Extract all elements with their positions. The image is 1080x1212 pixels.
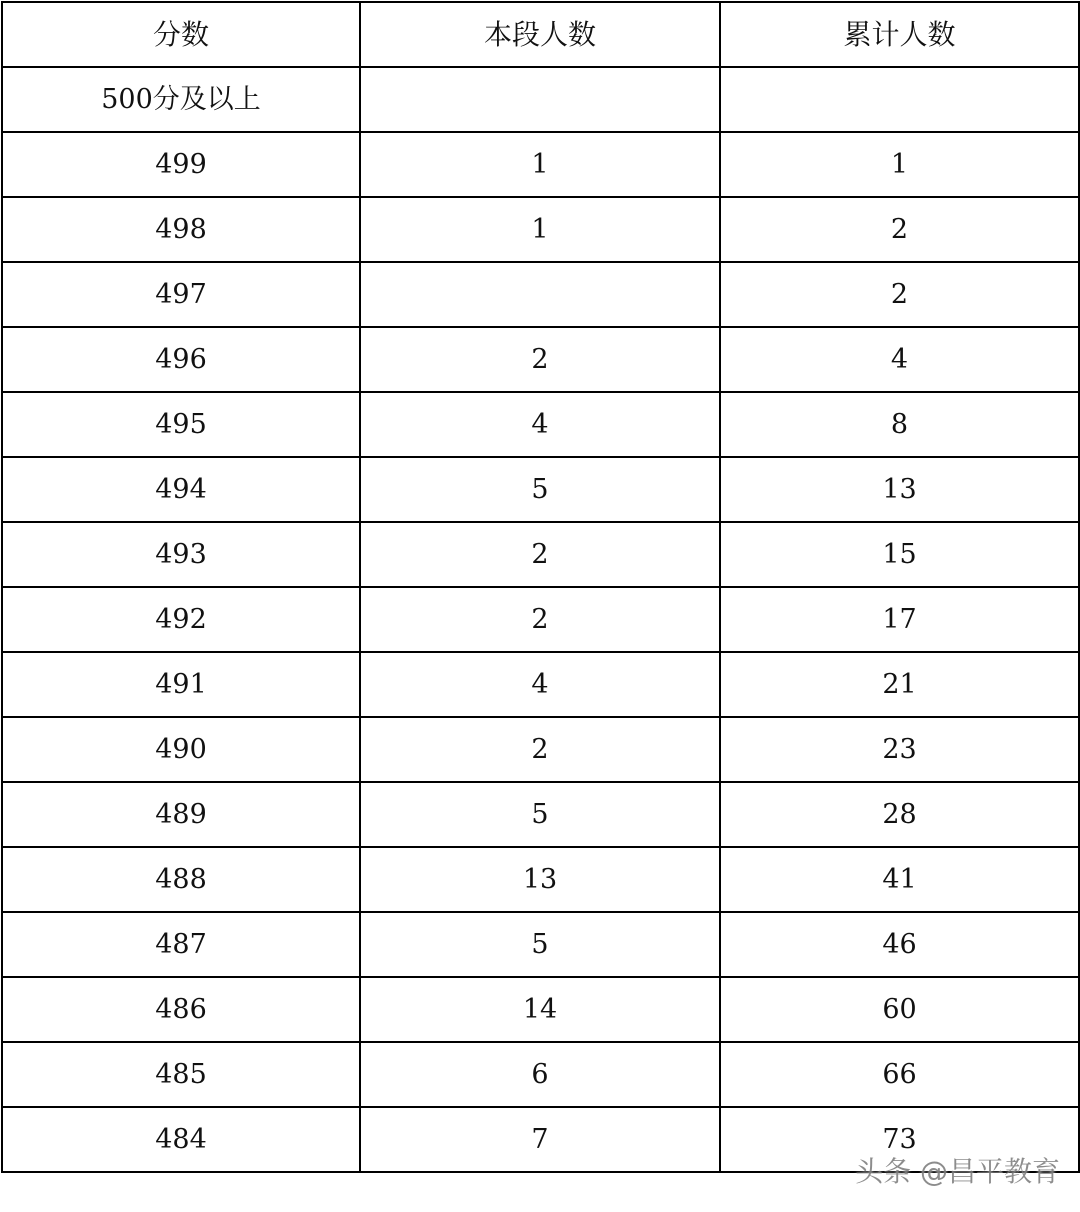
cumulative-count-cell: 60 — [720, 977, 1079, 1042]
score-cell: 497 — [2, 262, 360, 327]
segment-count-cell: 2 — [360, 327, 720, 392]
cumulative-count-cell: 2 — [720, 262, 1079, 327]
header-segment-count: 本段人数 — [360, 2, 720, 67]
score-distribution-table — [1, 1, 1080, 1173]
cumulative-count-cell: 17 — [720, 587, 1079, 652]
score-cell: 486 — [2, 977, 360, 1042]
cumulative-count-cell: 28 — [720, 782, 1079, 847]
segment-count-cell: 2 — [360, 587, 720, 652]
table-row — [2, 132, 1079, 197]
segment-count-cell: 7 — [360, 1107, 720, 1172]
cumulative-count-cell: 23 — [720, 717, 1079, 782]
segment-count-cell: 13 — [360, 847, 720, 912]
segment-count-cell: 1 — [360, 132, 720, 197]
cumulative-count-cell: 4 — [720, 327, 1079, 392]
segment-count-cell: 5 — [360, 782, 720, 847]
score-cell: 487 — [2, 912, 360, 977]
score-cell: 496 — [2, 327, 360, 392]
table-row — [2, 652, 1079, 717]
score-cell: 499 — [2, 132, 360, 197]
score-cell: 493 — [2, 522, 360, 587]
table-row — [2, 847, 1079, 912]
cumulative-count-cell: 46 — [720, 912, 1079, 977]
table-row — [2, 457, 1079, 522]
cumulative-count-cell: 41 — [720, 847, 1079, 912]
table-row — [2, 912, 1079, 977]
table-row — [2, 717, 1079, 782]
score-cell: 494 — [2, 457, 360, 522]
cumulative-count-cell: 66 — [720, 1042, 1079, 1107]
score-cell: 489 — [2, 782, 360, 847]
table-row — [2, 67, 1079, 132]
segment-count-cell: 5 — [360, 457, 720, 522]
table-row — [2, 522, 1079, 587]
table-row — [2, 782, 1079, 847]
table-row — [2, 1042, 1079, 1107]
table-row — [2, 392, 1079, 457]
cumulative-count-cell: 2 — [720, 197, 1079, 262]
segment-count-cell: 4 — [360, 392, 720, 457]
score-cell: 492 — [2, 587, 360, 652]
header-row — [2, 2, 1079, 67]
segment-count-cell: 1 — [360, 197, 720, 262]
cumulative-count-cell: 13 — [720, 457, 1079, 522]
cumulative-count-cell: 8 — [720, 392, 1079, 457]
cumulative-count-cell — [720, 67, 1079, 132]
segment-count-cell: 2 — [360, 717, 720, 782]
segment-count-cell: 2 — [360, 522, 720, 587]
segment-count-cell: 6 — [360, 1042, 720, 1107]
cumulative-count-cell: 1 — [720, 132, 1079, 197]
score-cell: 491 — [2, 652, 360, 717]
segment-count-cell: 5 — [360, 912, 720, 977]
header-cumulative-count: 累计人数 — [720, 2, 1079, 67]
segment-count-cell: 4 — [360, 652, 720, 717]
table-row — [2, 977, 1079, 1042]
cumulative-count-cell: 73 — [720, 1107, 1079, 1172]
cumulative-count-cell: 15 — [720, 522, 1079, 587]
score-cell: 488 — [2, 847, 360, 912]
score-cell: 484 — [2, 1107, 360, 1172]
table-row — [2, 262, 1079, 327]
score-cell: 498 — [2, 197, 360, 262]
segment-count-cell: 14 — [360, 977, 720, 1042]
cumulative-count-cell: 21 — [720, 652, 1079, 717]
table-row — [2, 197, 1079, 262]
segment-count-cell — [360, 262, 720, 327]
score-cell: 485 — [2, 1042, 360, 1107]
segment-count-cell — [360, 67, 720, 132]
score-cell: 495 — [2, 392, 360, 457]
table-row — [2, 327, 1079, 392]
score-cell: 500分及以上 — [2, 67, 360, 132]
score-cell: 490 — [2, 717, 360, 782]
header-score: 分数 — [2, 2, 360, 67]
watermark: 头条 @昌平教育 — [855, 1155, 1060, 1188]
table-row — [2, 587, 1079, 652]
